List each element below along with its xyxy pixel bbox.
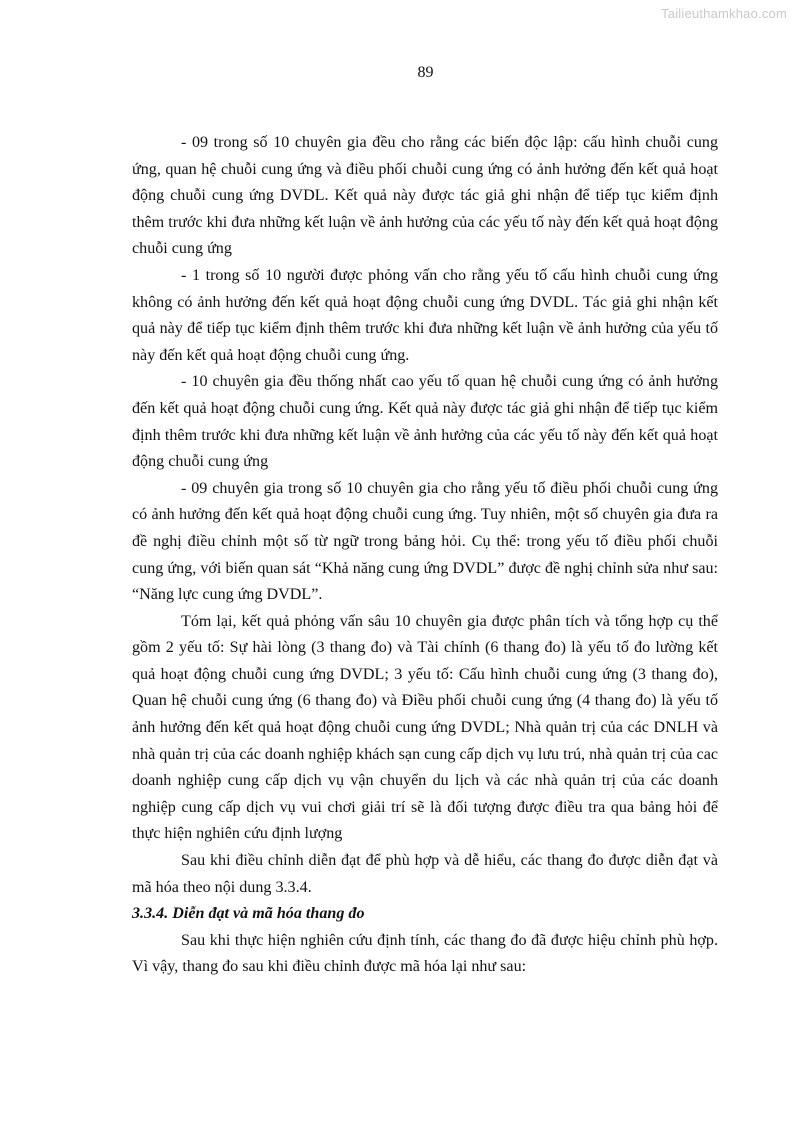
paragraph: - 1 trong số 10 người được phỏng vấn cho rằng yếu tố cấu hình chuỗi cung ứng không có ảnh hưởng đến kết quả hoạt động chuỗi cung ứng DVDL. Tác giả ghi nhận kết quả này để tiếp tục kiểm định thêm trước khi đưa những kết luận về ảnh hưởng của yếu tố này đến kết quả hoạt động chuỗi cung ứng.	[132, 266, 718, 364]
paragraph: - 10 chuyên gia đều thống nhất cao yếu tố quan hệ chuỗi cung ứng có ảnh hưởng đến kết quả hoạt động chuỗi cung ứng. Kết quả này được tác giả ghi nhận để tiếp tục kiểm định thêm trước khi đưa những kết luận về ảnh hưởng của các yếu tố này đến kết quả hoạt động chuỗi cung ứng	[132, 373, 718, 471]
paragraph: Tóm lại, kết quả phỏng vấn sâu 10 chuyên gia được phân tích và tổng hợp cụ thể gồm 2 yếu tố: Sự hài lòng (3 thang đo) và Tài chính (6 thang đo) là yếu tố đo lường kết quả hoạt động chuỗi cung ứng DVDL; 3 yếu tố: Cấu hình chuỗi cung ứng (3 thang đo), Quan hệ chuỗi cung ứng (6 thang đo) và Điều phối chuỗi cung ứng (4 thang đo) là yếu tố ảnh hưởng đến kết quả hoạt động chuỗi cung ứng DVDL; Nhà quản trị của các DNLH và nhà quản trị của các doanh nghiệp khách sạn cung cấp dịch vụ lưu trú, nhà quản trị của cac doanh nghiệp cung cấp dịch vụ vận chuyển du lịch và các nhà quản trị của các doanh nghiệp cung cấp dịch vụ vui chơi giải trí sẽ là đối tượng được điều tra qua bảng hỏi để thực hiện nghiên cứu định lượng	[132, 612, 718, 843]
paragraph: - 09 trong số 10 chuyên gia đều cho rằng các biến độc lập: cấu hình chuỗi cung ứng, quan hệ chuỗi cung ứng và điều phối chuỗi cung ứng có ảnh hưởng đến kết quả hoạt động chuỗi cung ứng DVDL. Kết quả này được tác giả ghi nhận để tiếp tục kiểm định thêm trước khi đưa những kết luận về ảnh hưởng của các yếu tố này đến kết quả hoạt động chuỗi cung ứng	[132, 134, 718, 258]
page-number: 89	[417, 64, 434, 81]
paragraph: Sau khi thực hiện nghiên cứu định tính, các thang đo đã được hiệu chỉnh phù hợp. Vì vậy, thang đo sau khi điều chỉnh được mã hóa lại như sau:	[132, 931, 718, 976]
paragraph: Sau khi điều chỉnh diễn đạt để phù hợp và dễ hiểu, các thang đo được diễn đạt và mã hóa theo nội dung 3.3.4.	[132, 852, 718, 896]
section-heading: 3.3.4. Diễn đạt và mã hóa thang đo	[132, 905, 365, 923]
paragraph: - 09 chuyên gia trong số 10 chuyên gia cho rằng yếu tố điều phối chuỗi cung ứng có ảnh hưởng đến kết quả hoạt động chuỗi cung ứng. Tuy nhiên, một số chuyên gia đưa ra đề nghị điều chỉnh một số từ ngữ trong bảng hỏi. Cụ thể: trong yếu tố điều phối chuỗi cung ứng, với biến quan sát “Khả năng cung ứng DVDL” được đề nghị chỉnh sửa như sau: “Năng lực cung ứng DVDL”.	[132, 479, 718, 604]
document-body	[132, 130, 718, 981]
watermark-text: Tailieuthamkhao.com	[661, 6, 787, 21]
